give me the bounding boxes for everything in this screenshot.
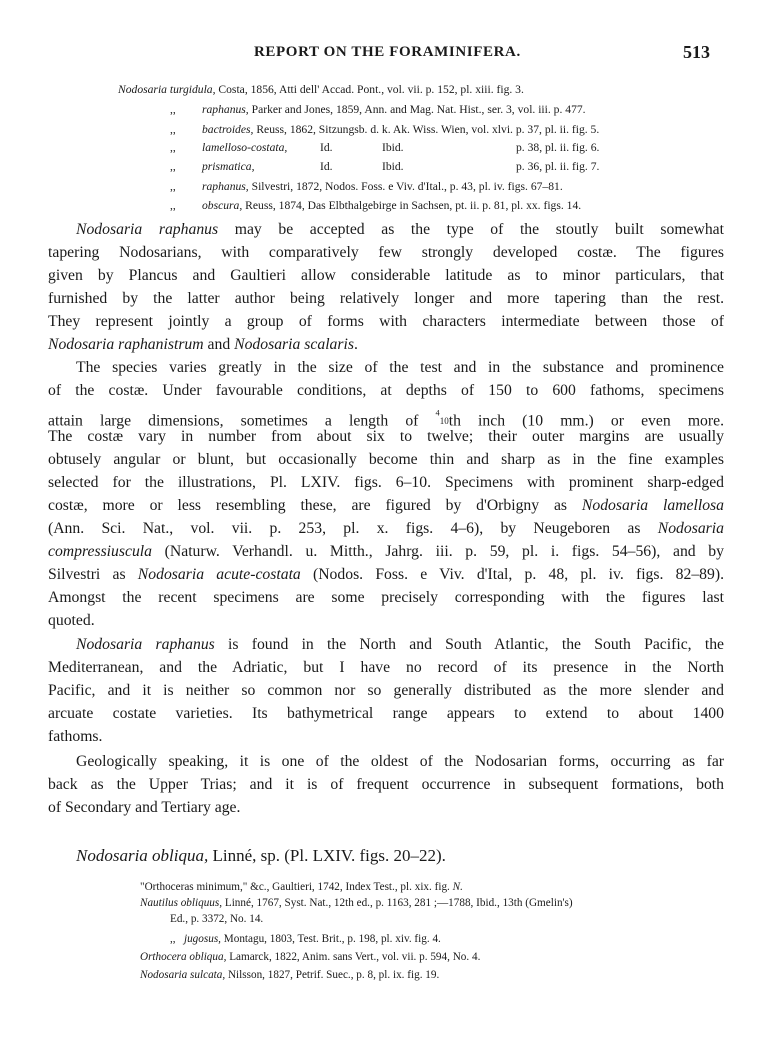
text-line: fathoms.: [48, 728, 103, 745]
text-line: attain large dimensions, sometimes a length of $^{^4_{10}}$th inch (10 mm.) or even more.: [48, 409, 724, 430]
fraction: 410: [435, 409, 449, 427]
synonymy-entry: "Orthoceras minimum," &c., Gaultieri, 1742, Index Test., pl. xix. fig. N.: [140, 881, 463, 893]
synonymy-entry: ,, prismatica, Id. Ibid. p. 36, pl. ii. fig. 7.: [170, 160, 600, 173]
text-line: Pacific, and it is neither so common nor so generally distributed as the more slender and: [48, 682, 724, 699]
synonymy-entry: ,, jugosus, Montagu, 1803, Test. Brit., p. 198, pl. xiv. fig. 4.: [170, 933, 441, 945]
text-line: Nodosaria raphanus is found in the North and South Atlantic, the South Pacific, the: [76, 636, 724, 653]
text-line: Mediterranean, and the Adriatic, but I have no record of its presence in the North: [48, 659, 724, 676]
text-line: obtusely angular or blunt, but occasionally become thin and sharp as in the fine examples: [48, 451, 724, 468]
page-number: 513: [683, 42, 710, 62]
text-line: furnished by the latter author being relatively longer and more tapering than the rest.: [48, 290, 724, 307]
synonymy-entry: ,, lamelloso-costata, Id. Ibid. p. 38, pl. ii. fig. 6.: [170, 141, 600, 154]
text-line: Nodosaria raphanus may be accepted as the type of the stoutly built somewhat: [76, 221, 725, 238]
synonymy-entry: ,, raphanus, Parker and Jones, 1859, Ann. and Mag. Nat. Hist., ser. 3, vol. iii. p. 477.: [170, 103, 586, 116]
text-line: Geologically speaking, it is one of the oldest of the Nodosarian forms, occurring as far: [76, 753, 724, 770]
text-line: (Ann. Sci. Nat., vol. vii. p. 253, pl. x. figs. 4–6), by Neugeboren as Nodosaria: [48, 520, 724, 537]
synonymy-entry: ,, bactroides, Reuss, 1862, Sitzungsb. d. k. Ak. Wiss. Wien, vol. xlvi. p. 37, pl. ii. fig. 5.: [170, 123, 600, 136]
text-line: of the costæ. Under favourable conditions, at depths of 150 to 600 fathoms, specimens: [48, 382, 724, 399]
text-line: Nodosaria raphanistrum and Nodosaria scalaris.: [48, 336, 358, 353]
text-line: back as the Upper Trias; and it is of frequent occurrence in subsequent formations, both: [48, 776, 724, 793]
text-line: costæ, more or less resembling these, are figured by d'Orbigny as Nodosaria lamellosa: [48, 497, 724, 514]
text-line: given by Plancus and Gaultieri allow considerable latitude as to minor particulars, that: [48, 267, 724, 284]
synonymy-entry: ,, obscura, Reuss, 1874, Das Elbthalgebirge in Sachsen, pt. ii. p. 81, pl. xx. figs. 14.: [170, 199, 582, 212]
text-line: They represent jointly a group of forms with characters intermediate between those of: [48, 313, 724, 330]
synonymy-entry-continuation: Ed., p. 3372, No. 14.: [170, 913, 264, 925]
synonymy-entry: Orthocera obliqua, Lamarck, 1822, Anim. sans Vert., vol. vii. p. 594, No. 4.: [140, 951, 481, 963]
text-line: quoted.: [48, 612, 95, 629]
synonymy-entry: Nodosaria sulcata, Nilsson, 1827, Petrif. Suec., p. 8, pl. ix. fig. 19.: [140, 969, 440, 981]
text-line: compressiuscula (Naturw. Verhandl. u. Mitth., Jahrg. iii. p. 59, pl. i. figs. 54–56), and by: [48, 543, 724, 560]
text-line: The species varies greatly in the size of the test and in the substance and prominence: [76, 359, 724, 376]
text-line: The costæ vary in number from about six to twelve; their outer margins are usually: [48, 428, 724, 445]
text-line: arcuate costate varieties. Its bathymetrical range appears to extend to about 1400: [48, 705, 724, 722]
text-line: tapering Nodosarians, with comparatively few strongly developed costæ. The figures: [48, 244, 724, 261]
synonymy-entry: Nautilus obliquus, Linné, 1767, Syst. Nat., 12th ed., p. 1163, 281 ;—1788, Ibid., 13th (Gmelin's): [140, 897, 573, 909]
text-line: selected for the illustrations, Pl. LXIV. figs. 6–10. Specimens with prominent sharp-edged: [48, 474, 724, 491]
text-line: Amongst the recent specimens are some precisely corresponding with the figures last: [48, 589, 724, 606]
page-header: [0, 44, 776, 68]
species-heading: Nodosaria obliqua, Linné, sp. (Pl. LXIV. figs. 20–22).: [76, 846, 446, 865]
synonymy-entry: ,, raphanus, Silvestri, 1872, Nodos. Foss. e Viv. d'Ital., p. 43, pl. iv. figs. 67–81.: [170, 180, 563, 193]
text-line: Silvestri as Nodosaria acute-costata (Nodos. Foss. e Viv. d'Ital, p. 48, pl. iv. figs. 82–89).: [48, 566, 725, 583]
text-line: of Secondary and Tertiary age.: [48, 799, 241, 816]
synonymy-entry: Nodosaria turgidula, Costa, 1856, Atti dell' Accad. Pont., vol. vii. p. 152, pl. xiii. fig. 3.: [118, 83, 524, 96]
running-title: REPORT ON THE FORAMINIFERA.: [254, 44, 521, 60]
